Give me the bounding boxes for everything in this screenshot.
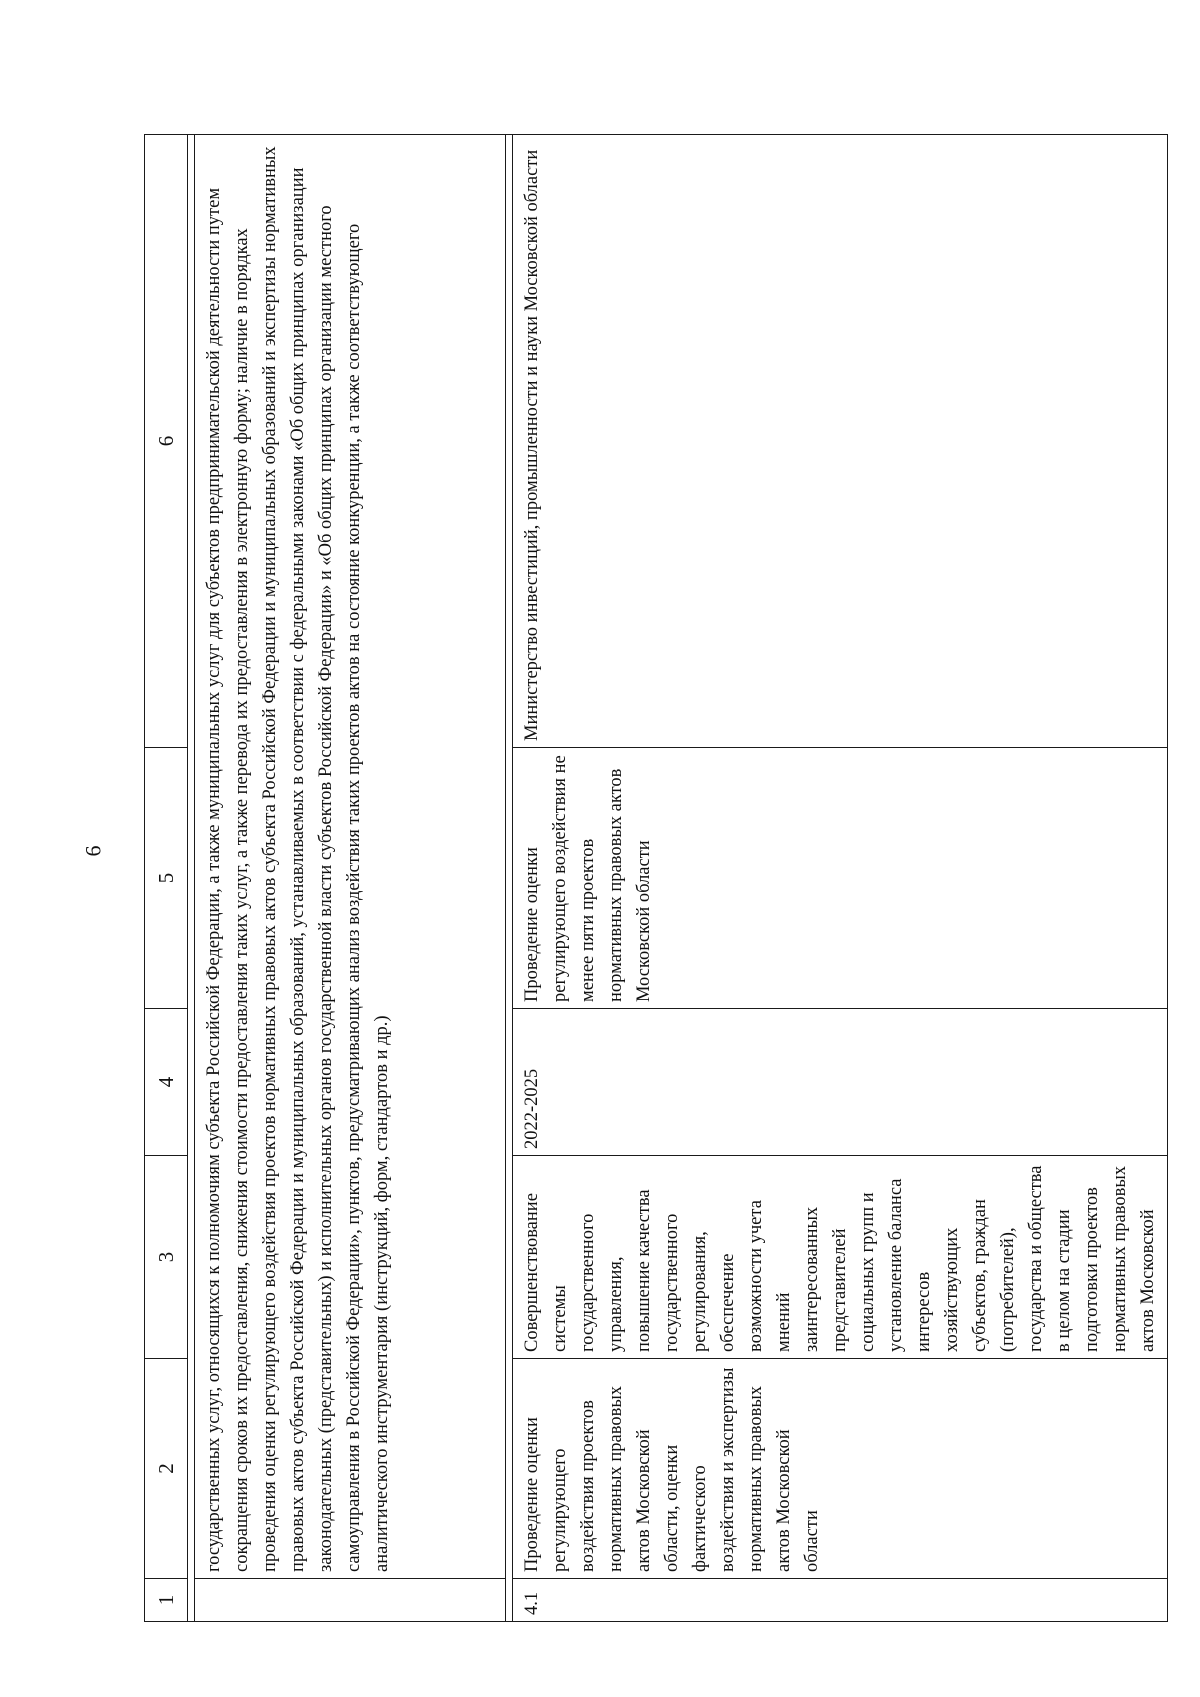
continuation-text: государственных услуг, относящихся к полномочиям субъекта Российской Федерации, а также муниципальных услуг для субъектов предпринимательской деятельности путем сокращения сроков их предоставления, снижения стоимости предоставления таких услуг, а также перевода их предоставления в электронную форму; наличие в порядках проведения оценки регулирующего воздействия проектов нормативных правовых актов субъекта Российской Федерации и муниципальных образований и экспертизы нормативных правовых актов субъекта Российской Федерации и муниципальных образований, устанавливаемых в соответствии с федеральными законами «Об общих принципах организации законодательных (представительных) и исполнительных органов государственной власти субъектов Российской Федерации» и «Об общих принципах организации местного самоуправления в Российской Федерации», пунктов, предусматривающих анализ воздействия таких проектов актов на состояние конкуренции, а также соответствующего аналитического инструментария (инструкций, форм, стандартов и др.) [195, 135, 506, 1579]
page-number: 6 [80, 845, 106, 857]
column-header: 5 [145, 748, 188, 1009]
column-header: 1 [145, 1579, 188, 1622]
header-separator [188, 135, 195, 1622]
responsible-cell: Министерство инвестиций, промышленности и науки Московской области [513, 135, 1168, 748]
column-header: 3 [145, 1156, 188, 1359]
measure-cell: Проведение оценки регулирующего воздействия проектов нормативных правовых актов Московской области, оценки фактического воздействия и экспертизы нормативных правовых актов Московской области [513, 1359, 1168, 1579]
row-separator [506, 135, 513, 1622]
measures-table [144, 134, 1168, 1622]
separator-cell [188, 135, 195, 1622]
column-header: 4 [145, 1009, 188, 1156]
column-header: 6 [145, 135, 188, 748]
separator-cell [506, 135, 513, 1622]
rotated-page-content [144, 135, 1158, 1622]
table-row [513, 135, 1168, 1622]
goal-cell: Совершенствование системы государственного управления, повышение качества государственного регулирования, обеспечение возможности учета мнений заинтересованных представителей социальных групп и установление баланса интересов хозяйствующих субъектов, граждан (потребителей), государства и общества в целом на стадии подготовки проектов нормативных правовых актов Московской [513, 1156, 1168, 1359]
empty-number-cell [195, 1579, 506, 1622]
column-header: 2 [145, 1359, 188, 1579]
result-cell: Проведение оценки регулирующего воздействия не менее пяти проектов нормативных правовых актов Московской области [513, 748, 1168, 1009]
period-cell: 2022-2025 [513, 1009, 1168, 1156]
row-number: 4.1 [513, 1579, 1168, 1622]
table-header-row [145, 135, 188, 1622]
continuation-row [195, 135, 506, 1622]
